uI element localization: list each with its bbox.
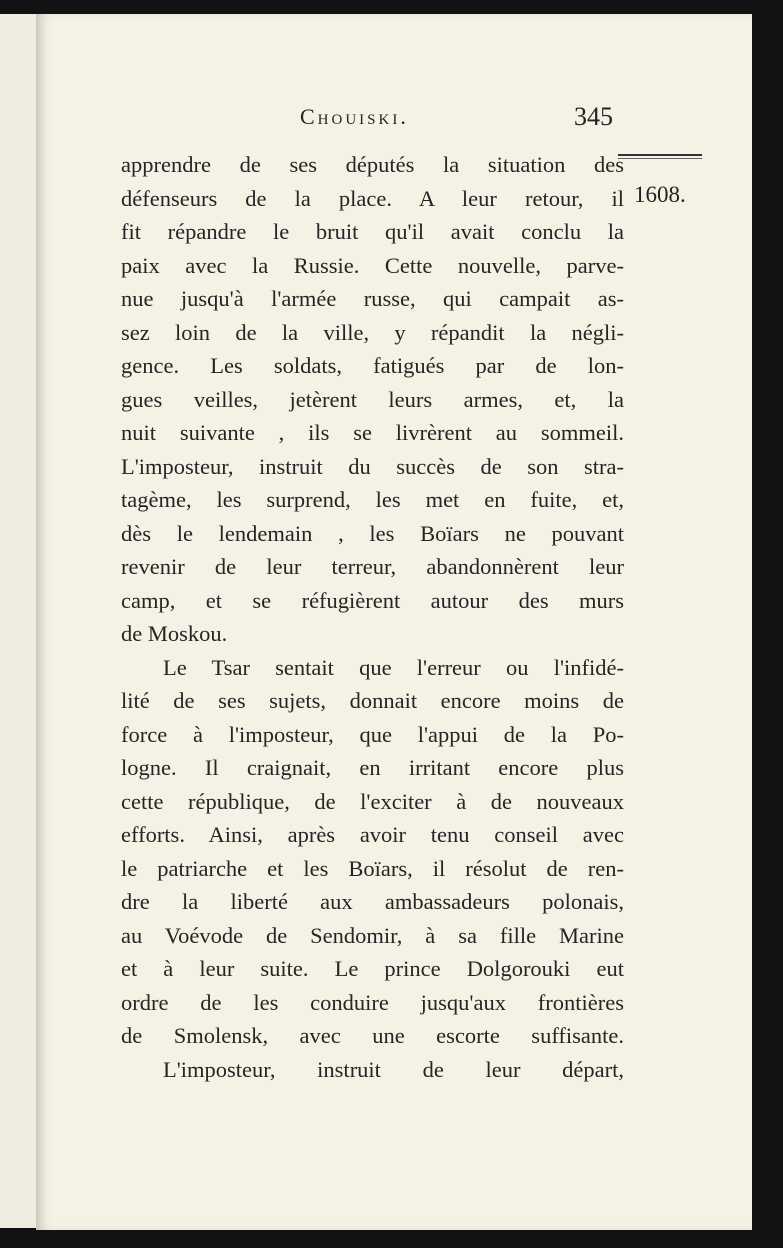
margin-rule	[618, 154, 702, 159]
text-line: Le Tsar sentait que l'erreur ou l'infidé-	[163, 654, 624, 680]
text-line: gence. Les soldats, fatigués par de lon-	[121, 353, 624, 378]
text-line: nue jusqu'à l'armée russe, qui campait as-	[121, 286, 624, 311]
text-line: L'imposteur, instruit de leur départ,	[163, 1056, 624, 1082]
margin-year: 1608.	[634, 182, 686, 207]
text-line: lité de ses sujets, donnait encore moins de	[121, 688, 624, 713]
text-line: gues veilles, jetèrent leurs armes, et, la	[121, 386, 624, 412]
text-line: ordre de les conduire jusqu'aux frontières	[121, 989, 624, 1015]
text-line: logne. Il craignait, en irritant encore plus	[121, 755, 624, 780]
text-line: de Smolensk, avec une escorte suffisante.	[121, 1023, 624, 1048]
text-line: fit répandre le bruit qu'il avait conclu la	[121, 219, 624, 244]
page-number: 345	[574, 102, 613, 131]
book-page	[36, 14, 752, 1230]
text-line: de Moskou.	[121, 621, 228, 646]
text-line: dès le lendemain , les Boïars ne pouvant	[121, 520, 624, 546]
page-header	[36, 102, 752, 136]
text-line: apprendre de ses députés la situation des	[121, 152, 624, 177]
text-line: le patriarche et les Boïars, il résolut de ren-	[121, 855, 624, 881]
text-line: force à l'imposteur, que l'appui de la Po-	[121, 721, 624, 747]
text-line: et à leur suite. Le prince Dolgorouki eut	[121, 956, 624, 981]
text-line: tagème, les surprend, les met en fuite, et,	[121, 487, 624, 512]
running-head: Chouiski.	[300, 104, 409, 129]
text-line: L'imposteur, instruit du succès de son stra-	[121, 453, 624, 479]
text-line: défenseurs de la place. A leur retour, il	[121, 185, 624, 211]
text-line: nuit suivante , ils se livrèrent au sommeil.	[121, 420, 624, 445]
text-line: revenir de leur terreur, abandonnèrent leur	[121, 554, 624, 579]
text-line: paix avec la Russie. Cette nouvelle, parve-	[121, 252, 624, 278]
text-line: sez loin de la ville, y répandit la négli-	[121, 319, 624, 345]
text-line: camp, et se réfugièrent autour des murs	[121, 587, 624, 613]
text-line: dre la liberté aux ambassadeurs polonais,	[121, 889, 624, 914]
text-line: cette république, de l'exciter à de nouveaux	[121, 788, 624, 814]
body-text	[121, 148, 624, 1086]
text-line: efforts. Ainsi, après avoir tenu conseil avec	[121, 822, 624, 847]
text-line: au Voévode de Sendomir, à sa fille Marine	[121, 922, 624, 948]
